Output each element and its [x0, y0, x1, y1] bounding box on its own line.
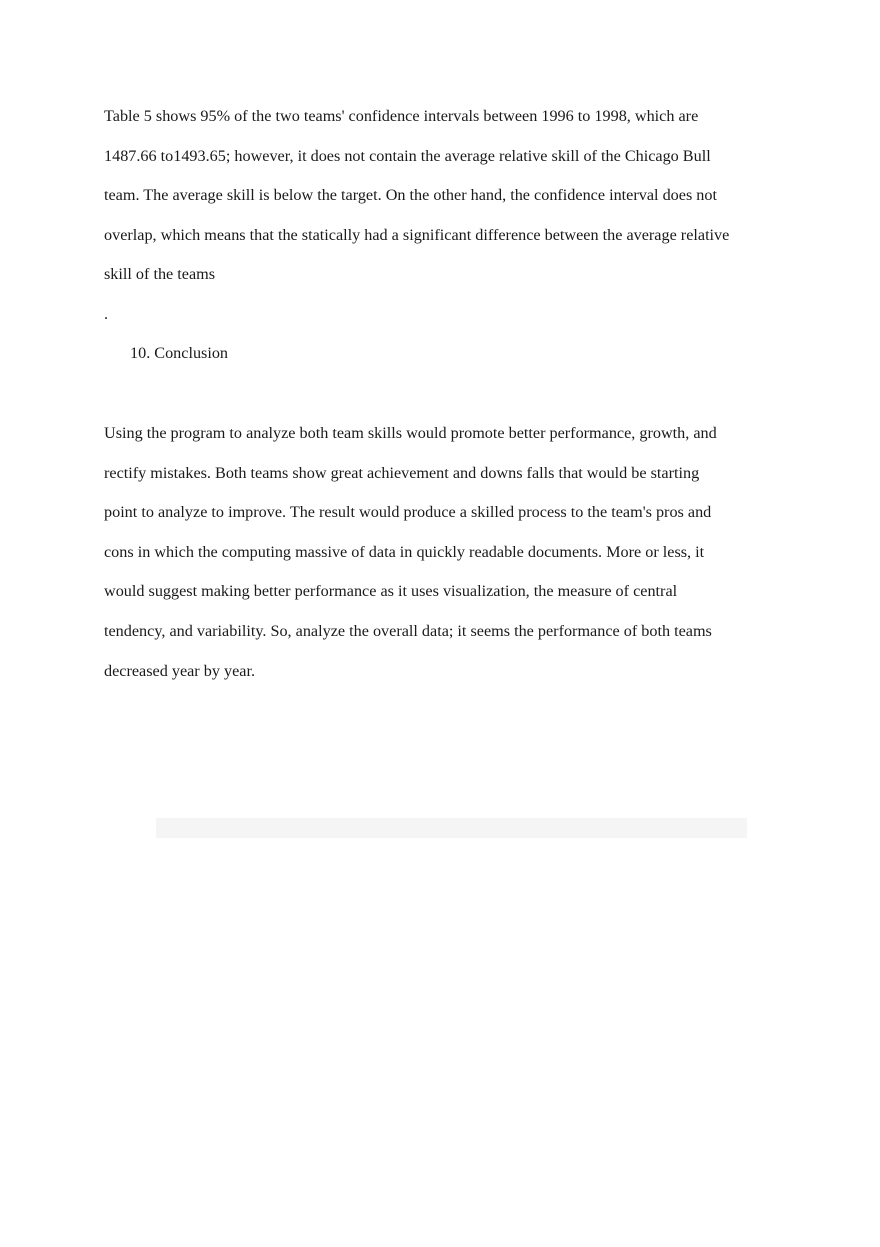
text-line: would suggest making better performance as it uses visualization, the measure of central [104, 582, 678, 601]
empty-placeholder-bar [156, 818, 747, 838]
text-line: cons in which the computing massive of data in quickly readable documents. More or less, it [104, 542, 705, 561]
stray-period: . [104, 305, 109, 323]
paragraph-confidence-intervals [104, 97, 784, 295]
text-line: overlap, which means that the statically had a significant difference between the average relative [104, 225, 730, 244]
text-line: Table 5 shows 95% of the two teams' confidence intervals between 1996 to 1998, which are [104, 107, 699, 125]
text-line: tendency, and variability. So, analyze the overall data; it seems the performance of both teams [104, 621, 712, 640]
text-line: team. The average skill is below the target. On the other hand, the confidence interval does not [104, 186, 717, 205]
text-line: Using the program to analyze both team skills would promote better performance, growth, and [104, 424, 717, 442]
paragraph-conclusion [104, 414, 784, 691]
text-line: rectify mistakes. Both teams show great achievement and downs falls that would be starting [104, 463, 700, 482]
text-line: point to analyze to improve. The result would produce a skilled process to the team's pros and [104, 503, 712, 522]
text-line: 1487.66 to1493.65; however, it does not contain the average relative skill of the Chicago Bull [104, 146, 711, 165]
text-line: skill of the teams [104, 265, 216, 284]
section-heading-conclusion: 10. Conclusion [130, 344, 229, 362]
text-line: decreased year by year. [104, 661, 255, 680]
